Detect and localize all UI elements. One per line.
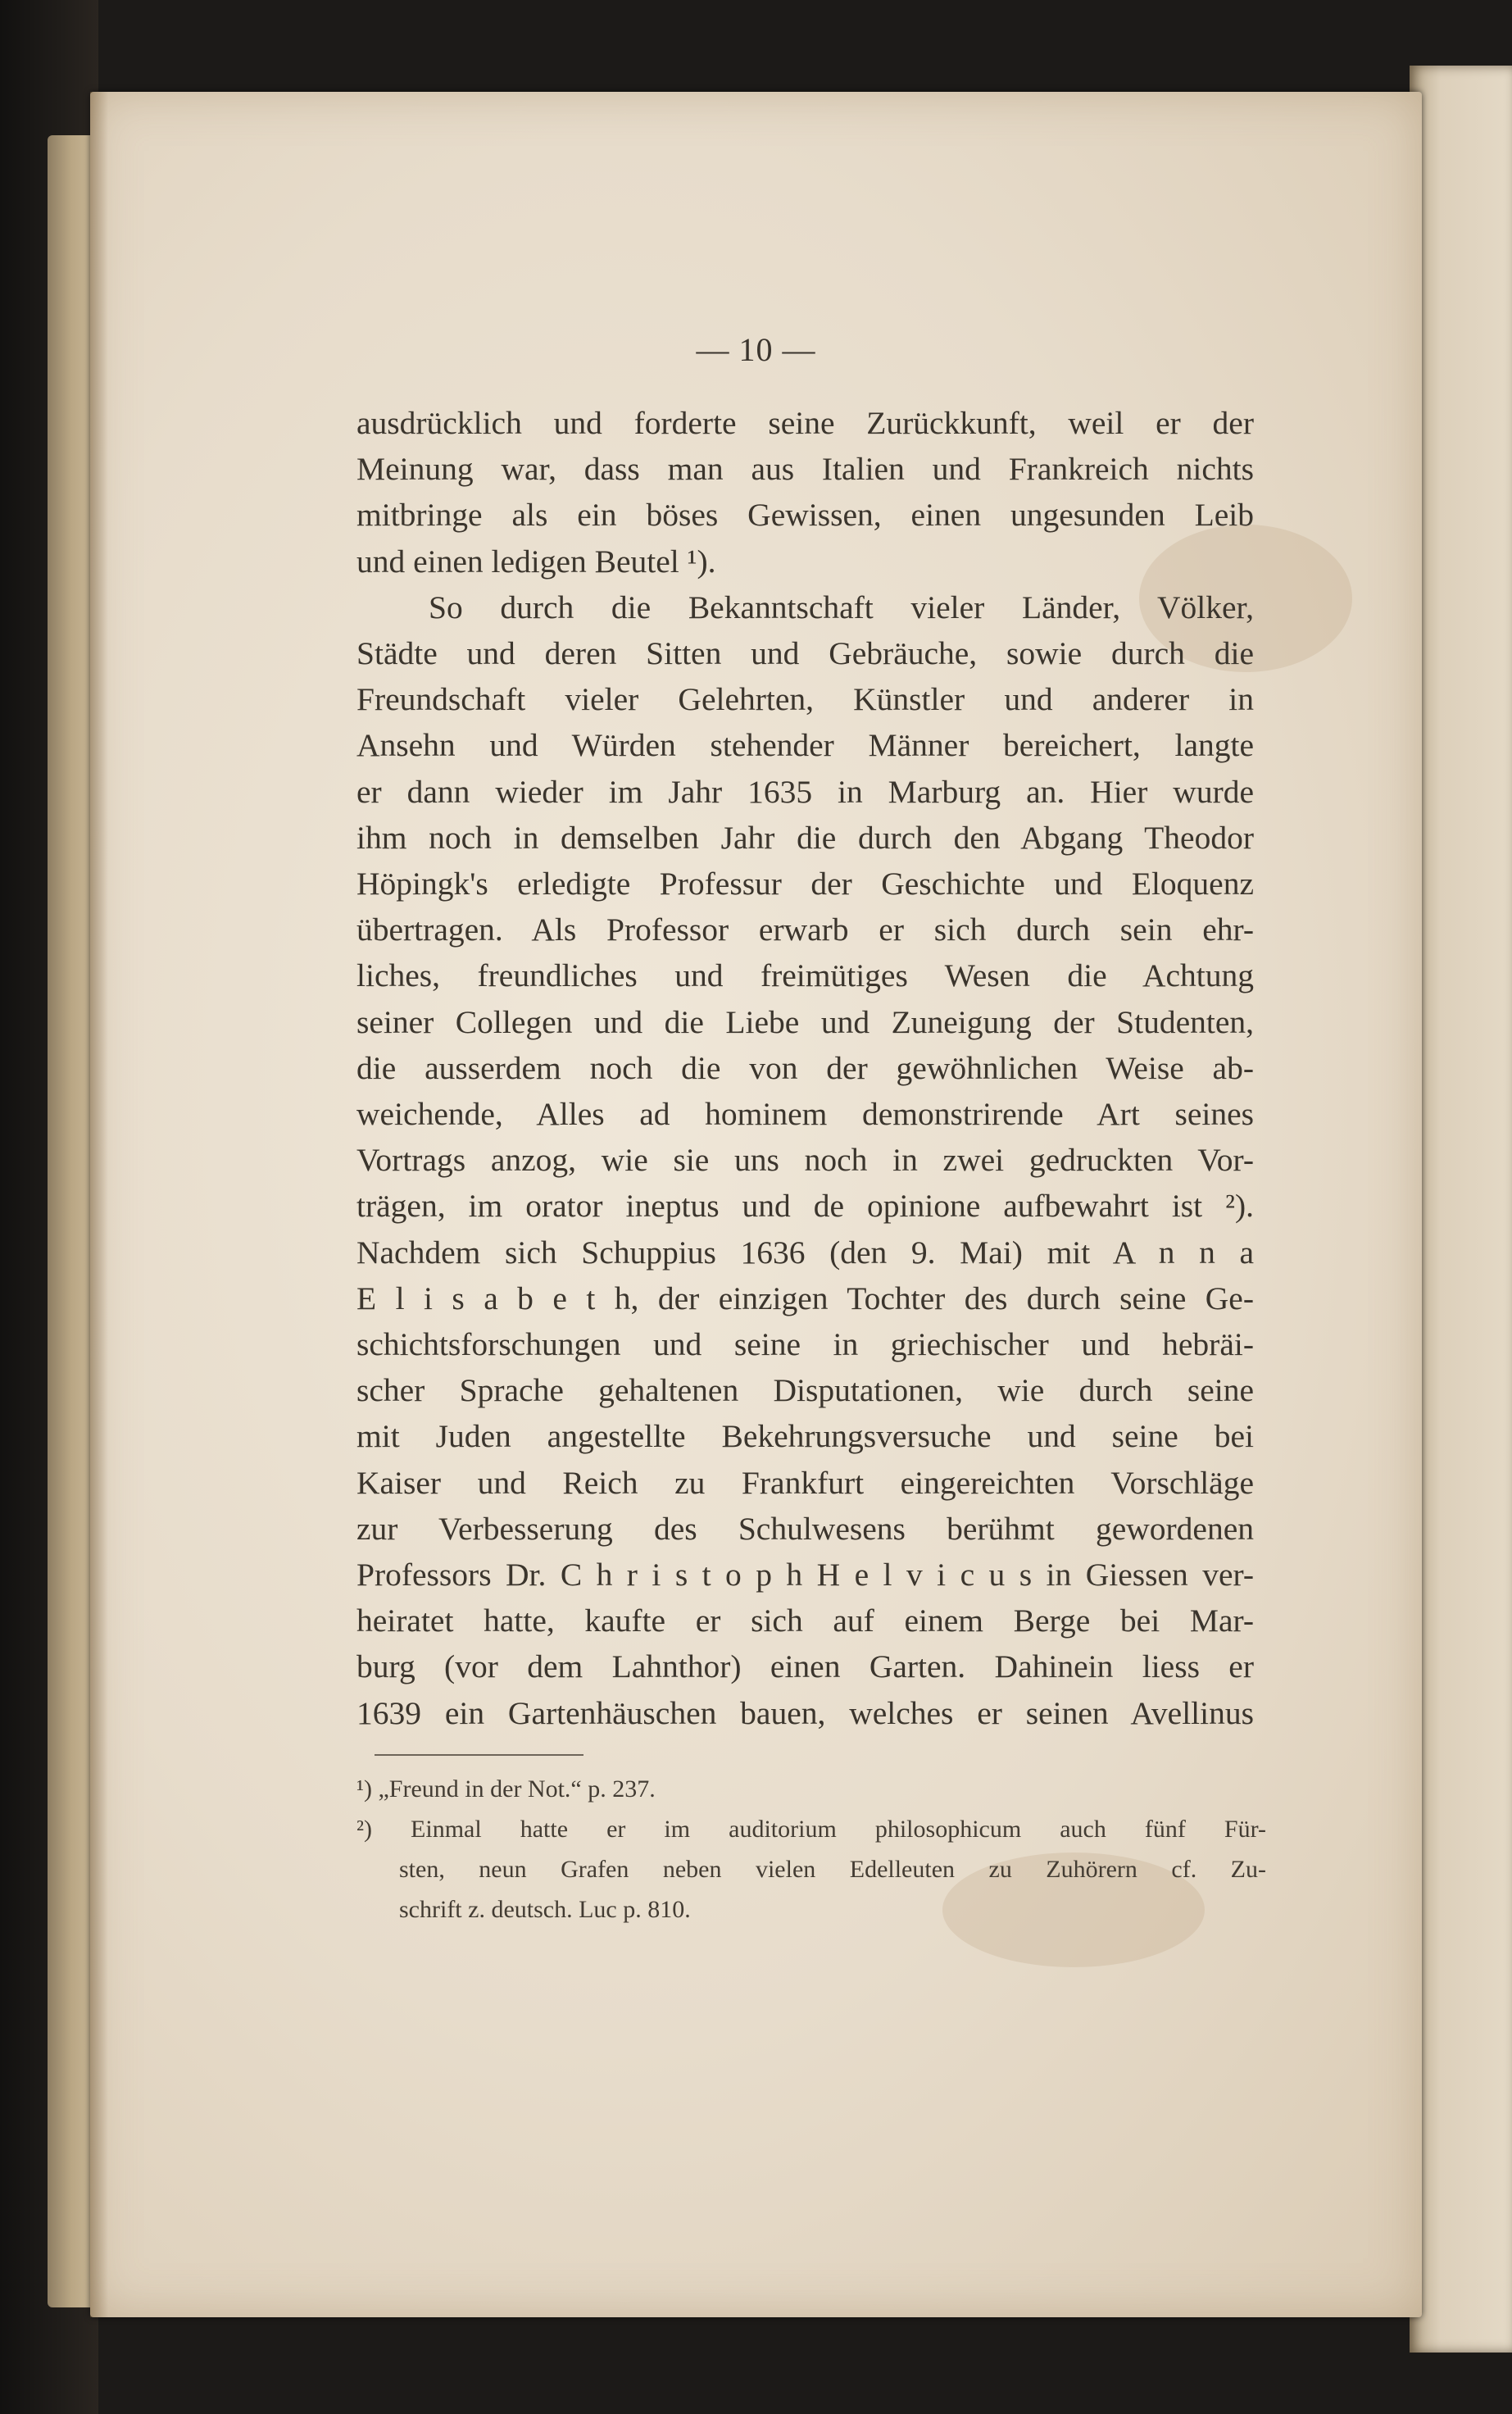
text-line: Nachdem sich Schuppius 1636 (den 9. Mai) mit A n n a <box>356 1234 1254 1271</box>
text-line: Freundschaft vieler Gelehrten, Künstler und anderer in <box>356 681 1254 718</box>
text-line: E l i s a b e t h, der einzigen Tochter des durch seine Ge- <box>356 1280 1254 1316</box>
text-line: heiratet hatte, kaufte er sich auf einem Berge bei Mar- <box>356 1603 1254 1639</box>
footnote-divider <box>375 1754 583 1756</box>
body-text <box>356 400 1254 1736</box>
text-line: Ansehn und Würden stehender Männer bereichert, langte <box>356 727 1254 764</box>
text-line: scher Sprache gehaltenen Disputationen, wie durch seine <box>356 1372 1254 1409</box>
footnotes <box>356 1769 1266 1930</box>
text-line: ausdrücklich und forderte seine Zurückkunft, weil er der <box>356 405 1254 441</box>
text-line: So durch die Bekanntschaft vieler Länder, Völker, <box>429 589 1254 625</box>
text-line: ihm noch in demselben Jahr die durch den Abgang Theodor <box>356 819 1254 856</box>
text-line: Meinung war, dass man aus Italien und Frankreich nichts <box>356 451 1254 488</box>
text-line: burg (vor dem Lahnthor) einen Garten. Dahinein liess er <box>356 1648 1254 1685</box>
text-line: er dann wieder im Jahr 1635 in Marburg an. Hier wurde <box>356 773 1254 810</box>
footnote-1: ¹) „Freund in der Not.“ p. 237. <box>356 1775 656 1803</box>
text-line: mit Juden angestellte Bekehrungsversuche und seine bei <box>356 1418 1254 1455</box>
text-line: Städte und deren Sitten und Gebräuche, sowie durch die <box>356 635 1254 672</box>
text-line: und einen ledigen Beutel ¹). <box>356 543 716 580</box>
text-line: weichende, Alles ad hominem demonstrirende Art seines <box>356 1096 1254 1133</box>
page-number: — 10 — <box>696 331 816 368</box>
text-line: Professors Dr. C h r i s t o p h H e l v i c u s in Giessen ver- <box>356 1557 1254 1593</box>
text-line: zur Verbesserung des Schulwesens berühmt gewordenen <box>356 1510 1254 1547</box>
text-line: mitbringe als ein böses Gewissen, einen ungesunden Leib <box>356 497 1254 534</box>
text-line: seiner Collegen und die Liebe und Zuneigung der Studenten, <box>356 1003 1254 1040</box>
footnote-2-line: schrift z. deutsch. Luc p. 810. <box>399 1896 691 1923</box>
text-line: Kaiser und Reich zu Frankfurt eingereichten Vorschläge <box>356 1464 1254 1501</box>
text-line: Höpingk's erledigte Professur der Geschichte und Eloquenz <box>356 866 1254 902</box>
text-line: die ausserdem noch die von der gewöhnlichen Weise ab- <box>356 1049 1254 1086</box>
footnote-2-line: sten, neun Grafen neben vielen Edelleuten zu Zuhörern cf. Zu- <box>399 1856 1266 1883</box>
text-line: trägen, im orator ineptus und de opinione aufbewahrt ist ²). <box>356 1188 1254 1225</box>
footnote-2-line: ²) Einmal hatte er im auditorium philosophicum auch fünf Für- <box>356 1816 1266 1843</box>
text-line: liches, freundliches und freimütiges Wesen die Achtung <box>356 957 1254 994</box>
page-gutter-shading <box>90 92 108 2317</box>
right-facing-page <box>1410 66 1512 2353</box>
text-line: übertragen. Als Professor erwarb er sich durch sein ehr- <box>356 912 1254 948</box>
text-line: 1639 ein Gartenhäuschen bauen, welches er seinen Avellinus <box>356 1694 1254 1731</box>
text-line: schichtsforschungen und seine in griechischer und hebräi- <box>356 1326 1254 1363</box>
text-line: Vortrags anzog, wie sie uns noch in zwei gedruckten Vor- <box>356 1142 1254 1179</box>
